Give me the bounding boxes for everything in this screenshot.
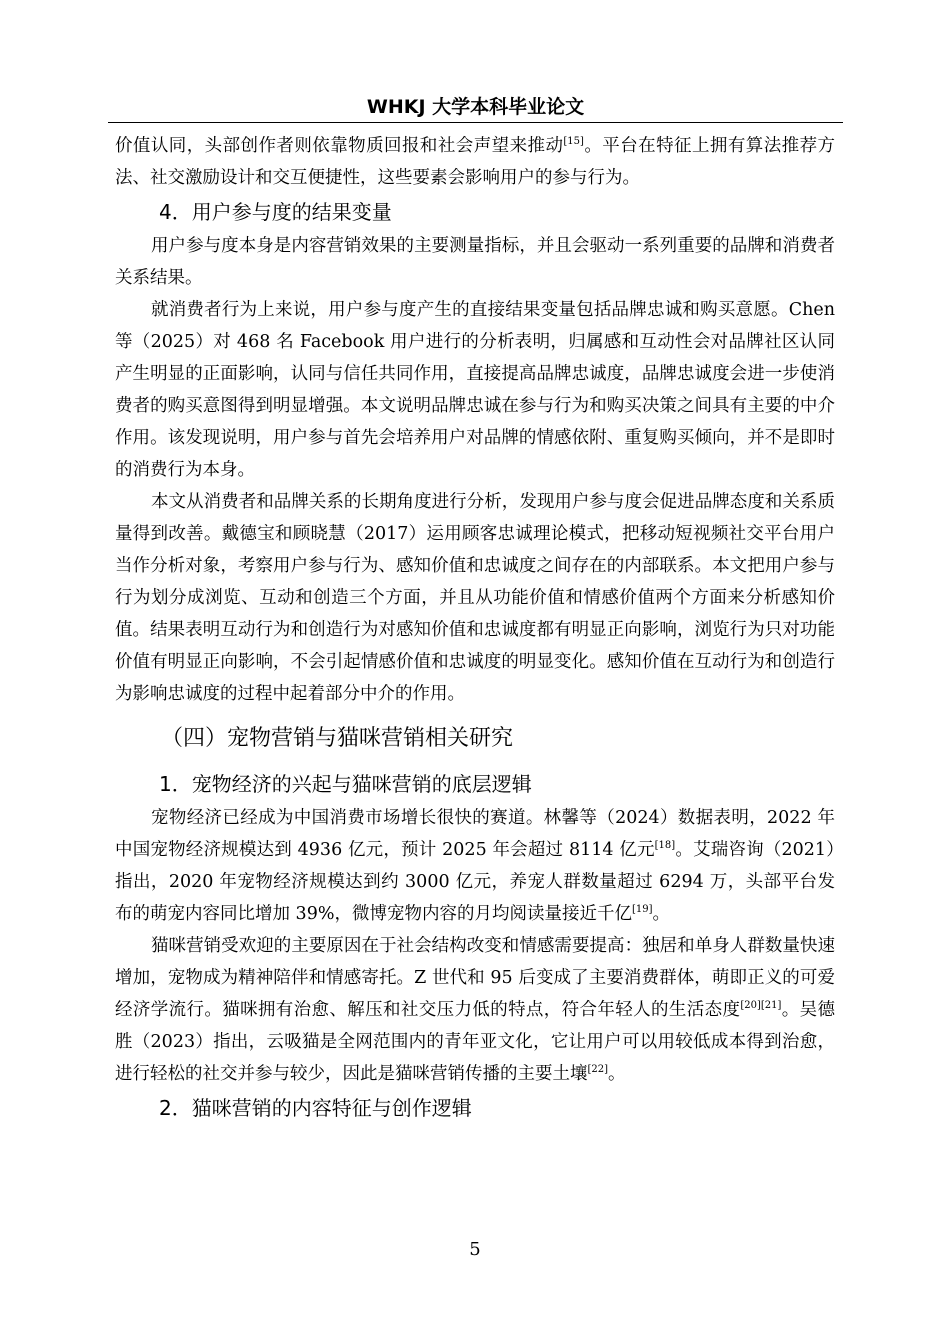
paragraph: 用户参与度本身是内容营销效果的主要测量指标，并且会驱动一系列重要的品牌和消费者关系结果。	[115, 236, 835, 288]
paragraph: 就消费者行为上来说，用户参与度产生的直接结果变量包括品牌忠诚和购买意愿。Chen 等（2025）对 468 名 Facebook 用户进行的分析表明，归属感和互动性会对品牌社区认同产生明显的正面影响，认同与信任共同作用，直接提高品牌忠诚度，品牌忠诚度会进一步使消费者的购买意图得到明显增强。本文说明品牌忠诚在参与行为和购买决策之间具有主要的中介作用。该发现说明，用户参与首先会培养用户对品牌的情感依附、重复购买倾向，并不是即时的消费行为本身。	[115, 300, 835, 480]
paragraph: 本文从消费者和品牌关系的长期角度进行分析，发现用户参与度会促进品牌态度和关系质量得到改善。戴德宝和顾晓慧（2017）运用顾客忠诚理论模式，把移动短视频社交平台用户当作分析对象，考察用户参与行为、感知价值和忠诚度之间存在的内部联系。本文把用户参与行为划分成浏览、互动和创造三个方面，并且从功能价值和情感价值两个方面来分析感知价值。结果表明互动行为和创造行为对感知价值和忠诚度都有明显正向影响，浏览行为只对功能价值有明显正向影响，不会引起情感价值和忠诚度的明显变化。感知价值在互动行为和创造行为影响忠诚度的过程中起着部分中介的作用。	[115, 492, 835, 704]
subsection-heading: 4．用户参与度的结果变量	[159, 200, 392, 224]
page-header	[108, 92, 843, 123]
paragraph: 价值认同，头部创作者则依靠物质回报和社会声望来推动[15]。平台在特征上拥有算法推荐方法、社交激励设计和交互便捷性，这些要素会影响用户的参与行为。	[115, 136, 836, 188]
page-body	[115, 130, 835, 1126]
paragraph: 宠物经济已经成为中国消费市场增长很快的赛道。林馨等（2024）数据表明，2022 年中国宠物经济规模达到 4936 亿元，预计 2025 年会超过 8114 亿元[18]。艾瑞咨询（2021）指出，2020 年宠物经济规模达到约 3000 亿元，养宠人群数量超过 6294 万，头部平台发布的萌宠内容同比增加 39%，微博宠物内容的月均阅读量接近千亿[19]。	[115, 808, 836, 924]
paragraph: 猫咪营销受欢迎的主要原因在于社会结构改变和情感需要提高：独居和单身人群数量快速增加，宠物成为精神陪伴和情感寄托。Z 世代和 95 后变成了主要消费群体，萌即正义的可爱经济学流行。猫咪拥有治愈、解压和社交压力低的特点，符合年轻人的生活态度[20][21]。吴德胜（2023）指出，云吸猫是全网范围内的青年亚文化，它让用户可以用较低成本得到治愈，进行轻松的社交并参与较少，因此是猫咪营销传播的主要土壤[22]。	[115, 936, 836, 1084]
header-title: WHKJ 大学本科毕业论文	[366, 96, 585, 118]
page-number: 5	[469, 1239, 481, 1260]
section-heading: （四）宠物营销与猫咪营销相关研究	[161, 726, 514, 751]
subsection-heading: 2．猫咪营销的内容特征与创作逻辑	[159, 1096, 472, 1120]
subsection-heading: 1．宠物经济的兴起与猫咪营销的底层逻辑	[159, 772, 532, 796]
